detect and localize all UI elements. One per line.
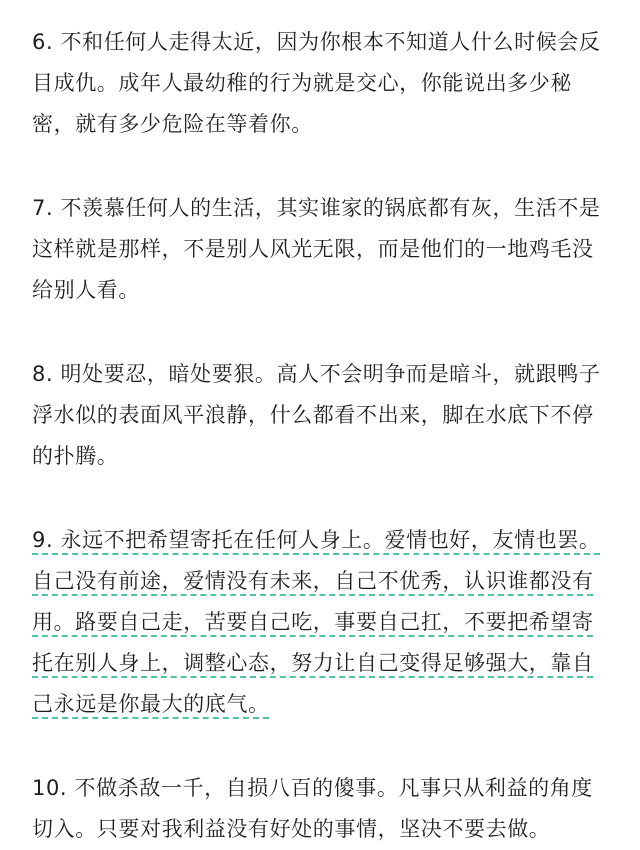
paragraph-8: [32, 354, 612, 477]
article-body: [32, 22, 612, 850]
paragraph-7-text: 7. 不羡慕任何人的生活，其实谁家的锅底都有灰，生活不是这样就是那样，不是别人风光无限，而是他们的一地鸡毛没给别人看。: [32, 196, 601, 302]
paragraph-6: [32, 22, 612, 145]
paragraph-9-highlighted-text: 9. 永远不把希望寄托在任何人身上。爱情也好，友情也罢。自己没有前途，爱情没有未来，自己不优秀，认识谁都没有用。路要自己走，苦要自己吃，事要自己扛，不要把希望寄托在别人身上，调整心态，努力让自己变得足够强大，靠自己永远是你最大的底气。: [32, 528, 601, 716]
paragraph-10-text: 10. 不做杀敌一千，自损八百的傻事。凡事只从利益的角度切入。只要对我利益没有好处的事情，坚决不要去做。: [32, 776, 593, 841]
paragraph-10: [32, 768, 612, 850]
paragraph-6-text: 6. 不和任何人走得太近，因为你根本不知道人什么时候会反目成仇。成年人最幼稚的行为就是交心，你能说出多少秘密，就有多少危险在等着你。: [32, 30, 601, 136]
paragraph-8-text: 8. 明处要忍，暗处要狠。高人不会明争而是暗斗，就跟鸭子浮水似的表面风平浪静，什么都看不出来，脚在水底下不停的扑腾。: [32, 362, 601, 468]
paragraph-9: [32, 520, 612, 725]
paragraph-7: [32, 188, 612, 311]
